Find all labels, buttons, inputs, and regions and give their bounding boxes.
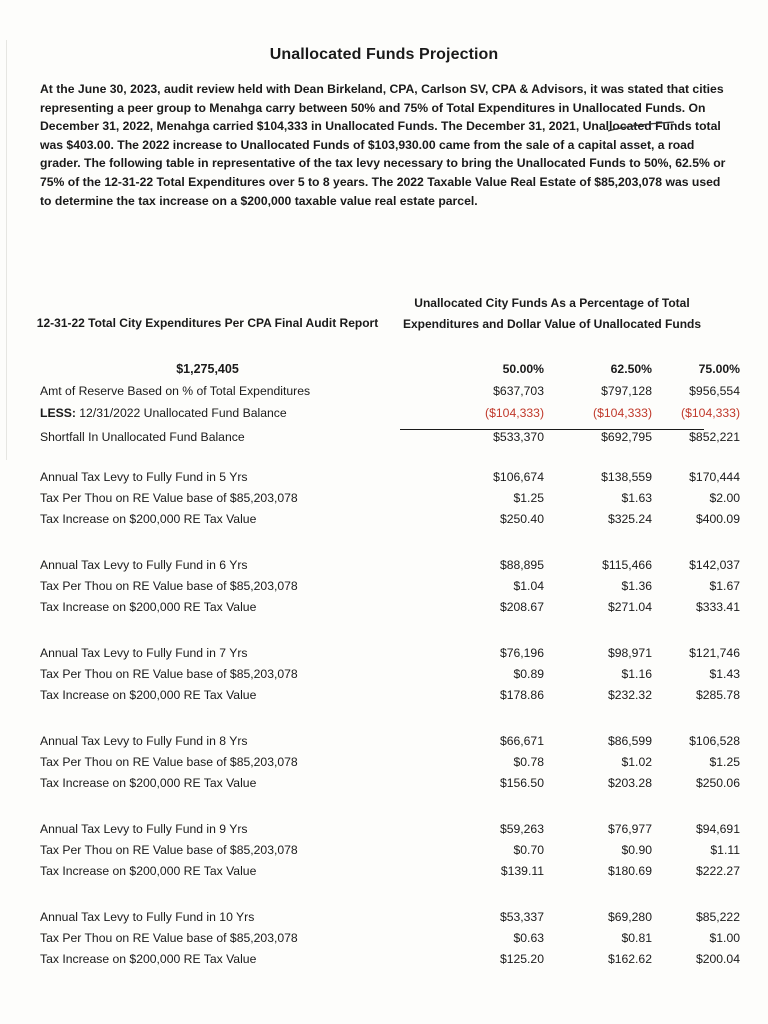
per-thou-row <box>40 579 740 599</box>
shortfall-row <box>40 430 740 450</box>
per-thou-row <box>40 843 740 863</box>
value-75: $1.00 <box>709 931 740 945</box>
row-label: Tax Per Thou on RE Value base of $85,203,078 <box>40 755 298 769</box>
value-50: $178.86 <box>499 688 544 702</box>
value-50: $0.63 <box>513 931 544 945</box>
page-title: Unallocated Funds Projection <box>269 46 499 63</box>
intro-paragraph: At the June 30, 2023, audit review held with Dean Birkeland, CPA, Carlson SV, CPA & Advisors, it was stated that cities representing a peer group to Menahga carry between 50% and 75% of Total Expenditures in Unallocated Funds. On December 31, 2022, Menahga carried $104,333 in Unallocated Funds. The December 31, 2021, Unallocated Funds total was $403.00. The 2022 increase to Unallocated Funds of $103,930.00 came from the sale of a capital asset, a road grader. The following table in representative of the tax levy necessary to bring the Unallocated Funds to 50%, 62.5% or 75% of the 12-31-22 Total Expenditures over 5 to 8 years. The 2022 Taxable Value Real Estate of $85,203,078 was used to determine the tax increase on a $200,000 taxable value real estate parcel. <box>40 82 726 208</box>
row-label: Tax Per Thou on RE Value base of $85,203,078 <box>40 491 298 505</box>
value-75: $400.09 <box>695 512 740 526</box>
row-label: Annual Tax Levy to Fully Fund in 10 Yrs <box>40 910 255 924</box>
handwritten-strike-mark <box>606 120 676 134</box>
percent-62-5: 62.50% <box>610 362 652 376</box>
row-label: Tax Per Thou on RE Value base of $85,203,078 <box>40 667 298 681</box>
row-label: Tax Increase on $200,000 RE Tax Value <box>40 512 257 526</box>
value-75: ($104,333) <box>681 406 740 420</box>
row-label <box>40 406 287 420</box>
tax-increase-row <box>40 600 740 620</box>
value-75: $852,221 <box>689 430 740 444</box>
value-75: $250.06 <box>695 776 740 790</box>
value-62-5: $203.28 <box>607 776 652 790</box>
value-50: $637,703 <box>493 384 544 398</box>
value-62-5: $692,795 <box>601 430 652 444</box>
row-label: Annual Tax Levy to Fully Fund in 9 Yrs <box>40 822 248 836</box>
value-62-5: $162.62 <box>607 952 652 966</box>
levy-row <box>40 734 740 754</box>
value-50: $125.20 <box>499 952 544 966</box>
right-column-header: Unallocated City Funds As a Percentage of Total Expenditures and Dollar Value of Unallocated Funds <box>402 296 702 331</box>
value-62-5: $115,466 <box>602 558 652 572</box>
less-prefix: LESS: <box>40 406 76 420</box>
value-62-5: $271.04 <box>607 600 652 614</box>
value-75: $1.67 <box>709 579 740 593</box>
value-62-5: $1.36 <box>621 579 652 593</box>
value-62-5: $797,128 <box>601 384 652 398</box>
total-expenditures: $1,275,405 <box>176 362 239 376</box>
percent-row <box>40 362 740 382</box>
value-50: $533,370 <box>493 430 544 444</box>
row-label: Tax Increase on $200,000 RE Tax Value <box>40 776 257 790</box>
value-62-5: $98,971 <box>607 646 652 660</box>
levy-row <box>40 910 740 930</box>
value-62-5: ($104,333) <box>593 406 652 420</box>
value-75: $1.25 <box>709 755 740 769</box>
tax-increase-row <box>40 776 740 796</box>
value-75: $285.78 <box>695 688 740 702</box>
per-thou-row <box>40 491 740 511</box>
scan-edge-shadow <box>6 40 7 460</box>
tax-increase-row <box>40 688 740 708</box>
value-62-5: $138,559 <box>601 470 652 484</box>
value-50: $156.50 <box>499 776 544 790</box>
reserve-amount-row <box>40 384 740 404</box>
row-label: Tax Per Thou on RE Value base of $85,203,078 <box>40 843 298 857</box>
per-thou-row <box>40 931 740 951</box>
row-label: Annual Tax Levy to Fully Fund in 5 Yrs <box>40 470 248 484</box>
row-label: Tax Per Thou on RE Value base of $85,203,078 <box>40 579 298 593</box>
percent-75: 75.00% <box>698 362 740 376</box>
value-62-5: $1.63 <box>621 491 652 505</box>
tax-increase-row <box>40 512 740 532</box>
value-75: $121,746 <box>689 646 740 660</box>
value-75: $1.11 <box>710 843 740 857</box>
row-label-text: 12/31/2022 Unallocated Fund Balance <box>75 406 287 420</box>
value-62-5: $0.81 <box>621 931 652 945</box>
percent-50: 50.00% <box>502 362 544 376</box>
levy-row <box>40 822 740 842</box>
row-label: Tax Increase on $200,000 RE Tax Value <box>40 688 257 702</box>
value-50: ($104,333) <box>485 406 544 420</box>
row-label: Annual Tax Levy to Fully Fund in 6 Yrs <box>40 558 248 572</box>
value-75: $222.27 <box>695 864 740 878</box>
value-50: $59,263 <box>499 822 544 836</box>
value-75: $142,037 <box>689 558 740 572</box>
value-50: $1.04 <box>513 579 544 593</box>
tax-increase-row <box>40 864 740 884</box>
value-62-5: $1.02 <box>621 755 652 769</box>
levy-row <box>40 470 740 490</box>
value-50: $0.89 <box>513 667 544 681</box>
value-50: $53,337 <box>499 910 544 924</box>
value-50: $106,674 <box>493 470 544 484</box>
per-thou-row <box>40 667 740 687</box>
value-50: $0.78 <box>513 755 544 769</box>
value-50: $139.11 <box>500 864 544 878</box>
value-75: $2.00 <box>709 491 740 505</box>
value-62-5: $76,977 <box>607 822 652 836</box>
row-label: Annual Tax Levy to Fully Fund in 7 Yrs <box>40 646 248 660</box>
value-62-5: $1.16 <box>621 667 652 681</box>
tax-increase-row <box>40 952 740 972</box>
value-50: $250.40 <box>499 512 544 526</box>
value-62-5: $232.32 <box>607 688 652 702</box>
value-50: $1.25 <box>513 491 544 505</box>
value-50: $208.67 <box>499 600 544 614</box>
row-label: Annual Tax Levy to Fully Fund in 8 Yrs <box>40 734 248 748</box>
levy-row <box>40 558 740 578</box>
levy-row <box>40 646 740 666</box>
row-label: Amt of Reserve Based on % of Total Expenditures <box>40 384 311 398</box>
value-75: $170,444 <box>689 470 740 484</box>
value-75: $85,222 <box>695 910 740 924</box>
row-label: Tax Increase on $200,000 RE Tax Value <box>40 864 257 878</box>
value-62-5: $0.90 <box>621 843 652 857</box>
value-75: $333.41 <box>695 600 740 614</box>
row-label: Tax Increase on $200,000 RE Tax Value <box>40 952 257 966</box>
value-75: $106,528 <box>689 734 740 748</box>
row-label: Tax Per Thou on RE Value base of $85,203,078 <box>40 931 298 945</box>
value-75: $956,554 <box>689 384 740 398</box>
value-75: $1.43 <box>709 667 740 681</box>
value-50: $76,196 <box>499 646 544 660</box>
value-62-5: $86,599 <box>607 734 652 748</box>
value-75: $200.04 <box>695 952 740 966</box>
row-label: Tax Increase on $200,000 RE Tax Value <box>40 600 257 614</box>
value-62-5: $69,280 <box>607 910 652 924</box>
value-62-5: $180.69 <box>607 864 652 878</box>
value-75: $94,691 <box>695 822 740 836</box>
less-balance-row <box>40 406 740 426</box>
value-62-5: $325.24 <box>607 512 652 526</box>
value-50: $0.70 <box>513 843 544 857</box>
per-thou-row <box>40 755 740 775</box>
value-50: $88,895 <box>499 558 544 572</box>
row-label: Shortfall In Unallocated Fund Balance <box>40 430 245 444</box>
value-50: $66,671 <box>499 734 544 748</box>
left-column-header: 12-31-22 Total City Expenditures Per CPA Final Audit Report <box>36 316 379 330</box>
